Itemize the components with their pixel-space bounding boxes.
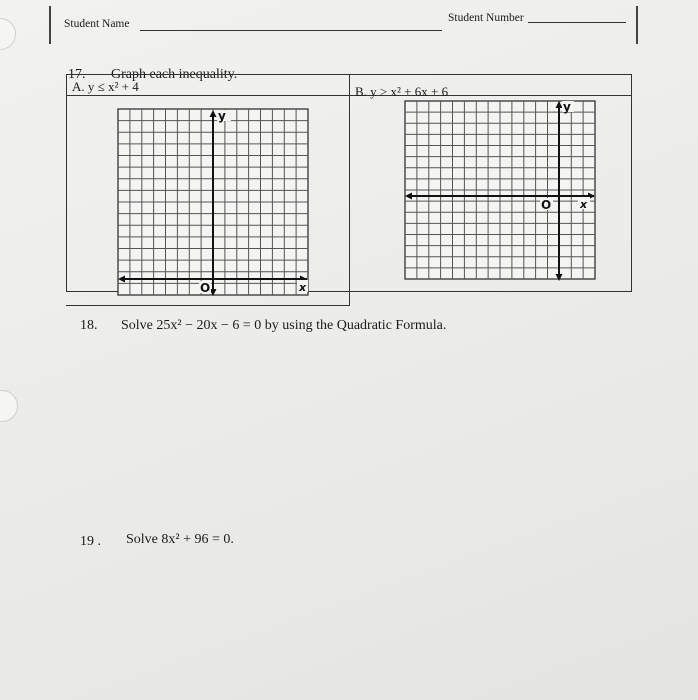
question-18-text: Solve 25x² − 20x − 6 = 0 by using the Quadratic Formula. — [121, 318, 447, 333]
student-number-line[interactable] — [528, 22, 626, 23]
question-19-number: 19 . — [80, 534, 101, 549]
question-19-text: Solve 8x² + 96 = 0. — [126, 532, 234, 547]
graph-b-x-label: x — [580, 198, 588, 211]
student-name-line[interactable] — [140, 30, 442, 31]
question-18-number: 18. — [80, 318, 98, 333]
left-margin-bar — [49, 6, 51, 44]
graph-a-x-label: x — [299, 281, 307, 294]
student-number-label: Student Number — [448, 12, 524, 24]
table-column-divider — [349, 75, 350, 305]
graph-a[interactable] — [117, 108, 313, 300]
graph-a-y-label: y — [218, 109, 226, 123]
right-margin-bar — [636, 6, 638, 44]
question-17-number: 17. — [68, 67, 86, 82]
part-a-label: A. y ≤ x² + 4 — [72, 79, 139, 94]
question-17-prompt: Graph each inequality. — [111, 67, 238, 82]
table-bottom-left-rule — [66, 305, 350, 306]
graph-b-origin-label: O — [541, 198, 552, 212]
student-name-label: Student Name — [64, 18, 130, 30]
part-b-label: B. y > x² + 6x + 6 — [355, 84, 449, 99]
binder-hole-middle — [0, 390, 18, 422]
graph-b-y-label: y — [563, 100, 571, 114]
binder-hole-top — [0, 18, 16, 50]
graph-a-origin-label: O — [200, 281, 211, 295]
graph-b[interactable] — [404, 100, 598, 283]
